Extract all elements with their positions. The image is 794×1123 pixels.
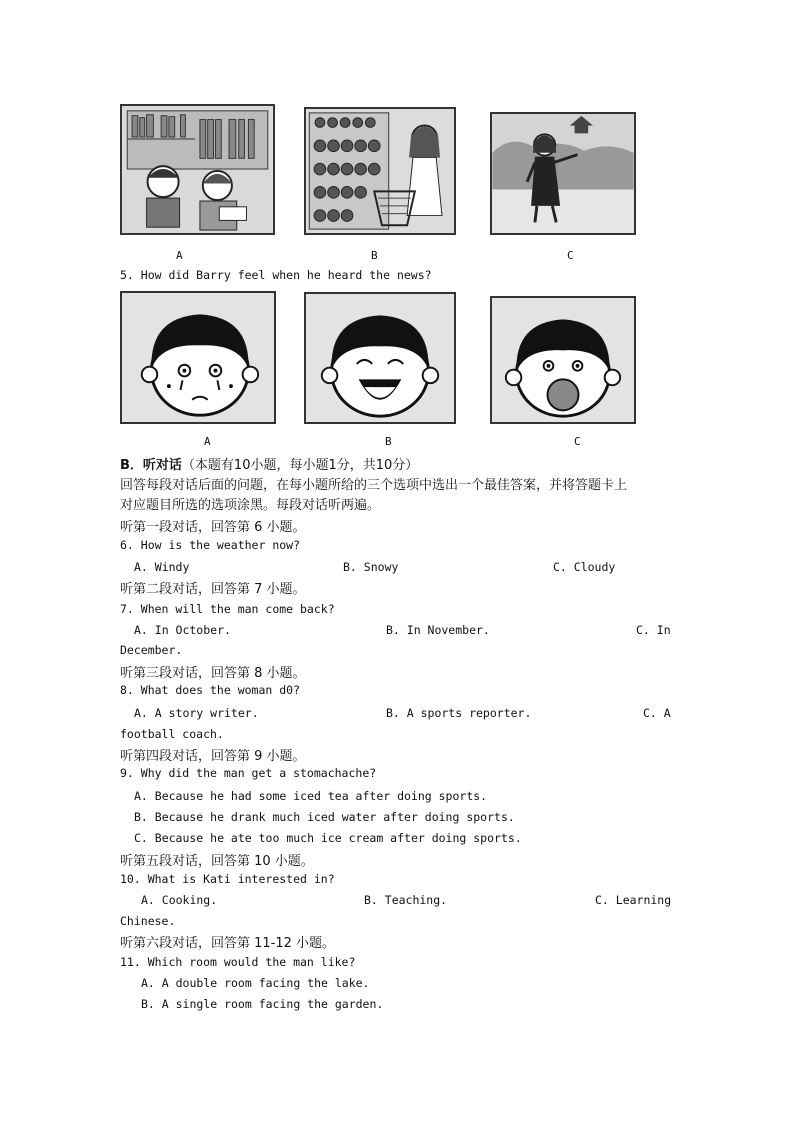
fruit-shop-shopping-scene-icon — [306, 109, 454, 233]
library-reading-scene-icon — [122, 106, 273, 233]
q4-label-a: A — [176, 249, 183, 262]
q5-label-a: A — [204, 435, 211, 448]
dialogue-3-intro: 听第三段对话，回答第 8 小题。 — [120, 666, 306, 681]
dialogue-4-intro: 听第四段对话，回答第 9 小题。 — [120, 749, 306, 764]
q4-label-b: B — [371, 249, 378, 262]
q6-option-c: C. Cloudy — [553, 560, 616, 574]
q5-label-b: B — [385, 435, 392, 448]
q6-option-a: A. Windy — [134, 560, 190, 574]
q6-question: 6. How is the weather now? — [120, 538, 301, 552]
q4-label-c: C — [567, 249, 574, 262]
q11-question: 11. Which room would the man like? — [120, 955, 356, 969]
q10-question: 10. What is Kati interested in? — [120, 872, 335, 886]
q8-option-b: B. A sports reporter. — [386, 706, 532, 720]
q7-option-c-continuation: December. — [120, 643, 183, 657]
q8-option-a: A. A story writer. — [134, 706, 259, 720]
q7-question: 7. When will the man come back? — [120, 602, 335, 616]
dialogue-1-intro: 听第一段对话，回答第 6 小题。 — [120, 520, 306, 535]
q6-option-b: B. Snowy — [343, 560, 399, 574]
section-b-title: B．听对话 — [120, 458, 182, 473]
q9-option-c: C. Because he ate too much ice cream after doing sports. — [134, 831, 522, 845]
dialogue-2-intro: 听第二段对话，回答第 7 小题。 — [120, 582, 306, 597]
q4-picture-b — [304, 107, 456, 235]
q7-option-a: A. In October. — [134, 623, 231, 637]
section-b-note: （本题有10小题，每小题1分，共10分） — [181, 458, 419, 473]
laughing-face-icon — [306, 294, 454, 422]
q9-option-a: A. Because he had some iced tea after doing sports. — [134, 789, 488, 803]
q4-picture-a — [120, 104, 275, 235]
q10-option-c-continuation: Chinese. — [120, 914, 176, 928]
q9-question: 9. Why did the man get a stomachache? — [120, 766, 377, 780]
dialogue-6-intro: 听第六段对话，回答第 11-12 小题。 — [120, 936, 336, 951]
q10-option-b: B. Teaching. — [364, 893, 448, 907]
q4-picture-c — [490, 112, 636, 235]
park-woman-pointing-scene-icon — [492, 114, 634, 233]
surprised-face-icon — [492, 298, 634, 422]
section-b-heading — [120, 454, 418, 473]
dialogue-5-intro: 听第五段对话，回答第 10 小题。 — [120, 854, 314, 869]
instruction-line-2: 对应题目所选的选项涂黑。每段对话听两遍。 — [120, 498, 381, 513]
q9-option-b: B. Because he drank much iced water after doing sports. — [134, 810, 515, 824]
q7-option-c: C. In — [636, 623, 671, 637]
instruction-line-1: 回答每段对话后面的问题，在每小题所给的三个选项中选出一个最佳答案，并将答题卡上 — [120, 478, 628, 493]
crying-face-icon — [122, 293, 274, 422]
q8-question: 8. What does the woman d0? — [120, 683, 301, 697]
q8-option-c-continuation: football coach. — [120, 727, 224, 741]
q5-picture-b — [304, 292, 456, 424]
q5-picture-a — [120, 291, 276, 424]
q7-option-b: B. In November. — [386, 623, 490, 637]
q5-picture-c — [490, 296, 636, 424]
q10-option-c: C. Learning — [595, 893, 672, 907]
q11-option-b: B. A single room facing the garden. — [141, 997, 384, 1011]
q8-option-c: C. A — [643, 706, 671, 720]
q5-question: 5. How did Barry feel when he heard the news? — [120, 268, 432, 282]
q10-option-a: A. Cooking. — [141, 893, 218, 907]
q5-label-c: C — [574, 435, 581, 448]
q11-option-a: A. A double room facing the lake. — [141, 976, 370, 990]
